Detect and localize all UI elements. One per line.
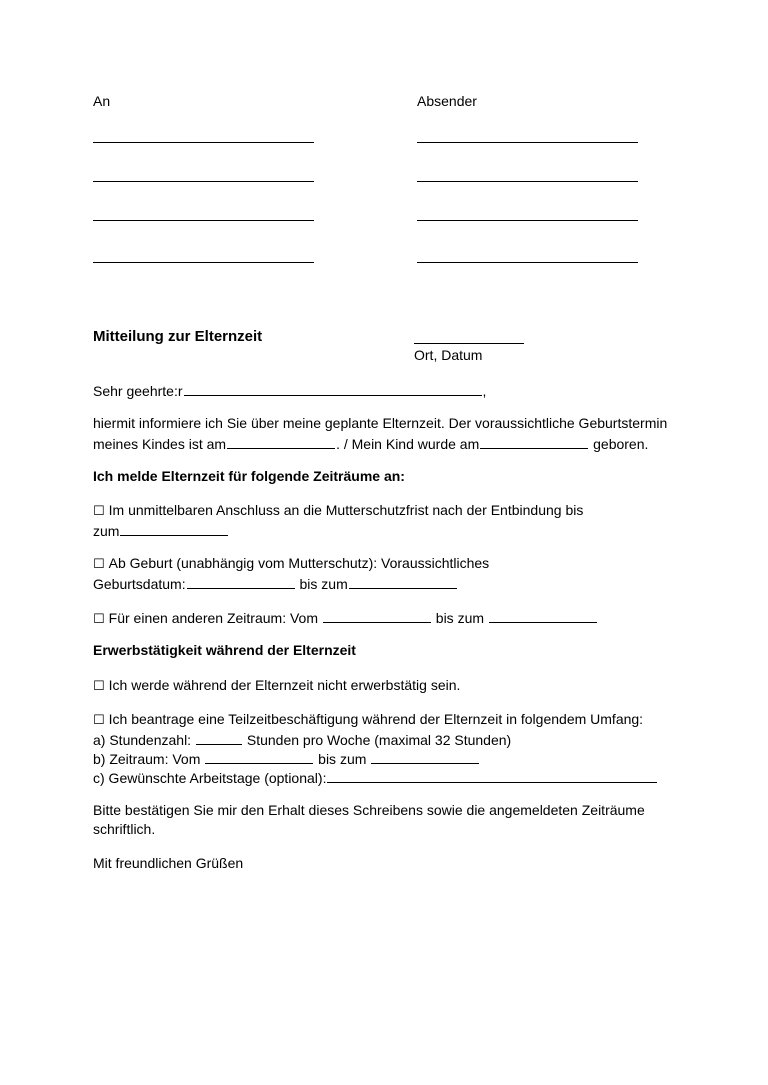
option-from-birth-line-2 — [93, 574, 458, 592]
intro-line-1: hiermit informiere ich Sie über meine geplante Elternzeit. Der voraussichtliche Geburtstermin — [93, 415, 668, 431]
option-other-period-from-blank[interactable] — [323, 608, 431, 623]
option-after-maternity-zum: zum — [93, 523, 120, 539]
sender-line-2[interactable] — [417, 181, 638, 182]
sign-off: Mit freundlichen Grüßen — [93, 855, 244, 871]
parttime-hours-blank[interactable] — [196, 730, 242, 745]
parttime-period-from-blank[interactable] — [205, 749, 313, 764]
option-after-maternity-date-blank[interactable] — [120, 521, 228, 536]
closing-request-line-2: schriftlich. — [93, 821, 156, 837]
option-from-birth-text: Ab Geburt (unabhängig vom Mutterschutz): Voraussichtliches — [108, 555, 490, 571]
checkbox-icon[interactable]: ☐ — [93, 504, 105, 519]
option-after-maternity-text: Im unmittelbaren Anschluss an die Mutterschutzfrist nach der Entbindung bis — [108, 502, 584, 518]
intro-line-2 — [93, 434, 648, 452]
checkbox-icon[interactable]: ☐ — [93, 612, 105, 627]
parttime-period-label: b) Zeitraum: Vom — [93, 751, 205, 767]
option-after-maternity-line-2 — [93, 521, 229, 539]
sender-line-3[interactable] — [417, 220, 638, 221]
section-employment-heading: Erwerbstätigkeit während der Elternzeit — [93, 642, 356, 658]
option-from-birth-until: bis zum — [295, 576, 348, 592]
checkbox-icon[interactable]: ☐ — [93, 679, 105, 694]
work-option-parttime[interactable] — [93, 711, 643, 728]
option-other-period-until-blank[interactable] — [489, 608, 597, 623]
recipient-line-4[interactable] — [93, 262, 314, 263]
parttime-period-until-blank[interactable] — [371, 749, 479, 764]
salutation-name-blank[interactable] — [184, 381, 482, 396]
expected-birth-date-blank[interactable] — [227, 434, 335, 449]
option-from-birth[interactable] — [93, 555, 489, 572]
parttime-days — [93, 768, 658, 786]
parttime-days-label: c) Gewünschte Arbeitstage (optional): — [93, 770, 327, 786]
sender-label: Absender — [417, 93, 477, 109]
work-option-parttime-text: Ich beantrage eine Teilzeitbeschäftigung während der Elternzeit in folgendem Umfang: — [108, 711, 644, 727]
work-option-none-text: Ich werde während der Elternzeit nicht erwerbstätig sein. — [108, 677, 461, 693]
recipient-label: An — [93, 93, 111, 109]
recipient-line-3[interactable] — [93, 220, 314, 221]
intro-geboren-text: geboren. — [589, 436, 649, 452]
recipient-line-2[interactable] — [93, 181, 314, 182]
parttime-days-blank[interactable] — [327, 768, 657, 783]
parttime-hours-label: a) Stundenzahl: — [93, 732, 195, 748]
salutation-comma: , — [482, 383, 487, 399]
intro-birth-text: meines Kindes ist am — [93, 436, 227, 452]
document-title: Mitteilung zur Elternzeit — [93, 328, 263, 345]
parttime-period-until: bis zum — [314, 751, 371, 767]
option-from-birth-until-blank[interactable] — [349, 574, 457, 589]
work-option-none[interactable] — [93, 677, 460, 694]
closing-request-line-1: Bitte bestätigen Sie mir den Erhalt dieses Schreibens sowie die angemeldeten Zeiträume — [93, 802, 645, 818]
recipient-line-1[interactable] — [93, 142, 314, 143]
sender-line-1[interactable] — [417, 142, 638, 143]
salutation-text: Sehr geehrte:r — [93, 383, 183, 399]
checkbox-icon[interactable]: ☐ — [93, 713, 105, 728]
parttime-hours-suffix: Stunden pro Woche (maximal 32 Stunden) — [242, 732, 512, 748]
option-other-period-until: bis zum — [431, 610, 488, 626]
option-from-birth-date-blank[interactable] — [187, 574, 295, 589]
sender-line-4[interactable] — [417, 262, 638, 263]
section-periods-heading: Ich melde Elternzeit für folgende Zeiträume an: — [93, 468, 405, 484]
parttime-period — [93, 749, 480, 767]
intro-born-text: . / Mein Kind wurde am — [336, 436, 480, 452]
salutation — [93, 381, 486, 399]
option-from-birth-date-label: Geburtsdatum: — [93, 576, 186, 592]
checkbox-icon[interactable]: ☐ — [93, 557, 105, 572]
place-date-label: Ort, Datum — [414, 347, 483, 363]
option-other-period-text: Für einen anderen Zeitraum: Vom — [108, 610, 322, 626]
place-date-line[interactable] — [414, 343, 524, 344]
actual-birth-date-blank[interactable] — [480, 434, 588, 449]
option-after-maternity[interactable] — [93, 502, 583, 519]
option-other-period[interactable] — [93, 608, 598, 627]
parttime-hours — [93, 730, 511, 748]
